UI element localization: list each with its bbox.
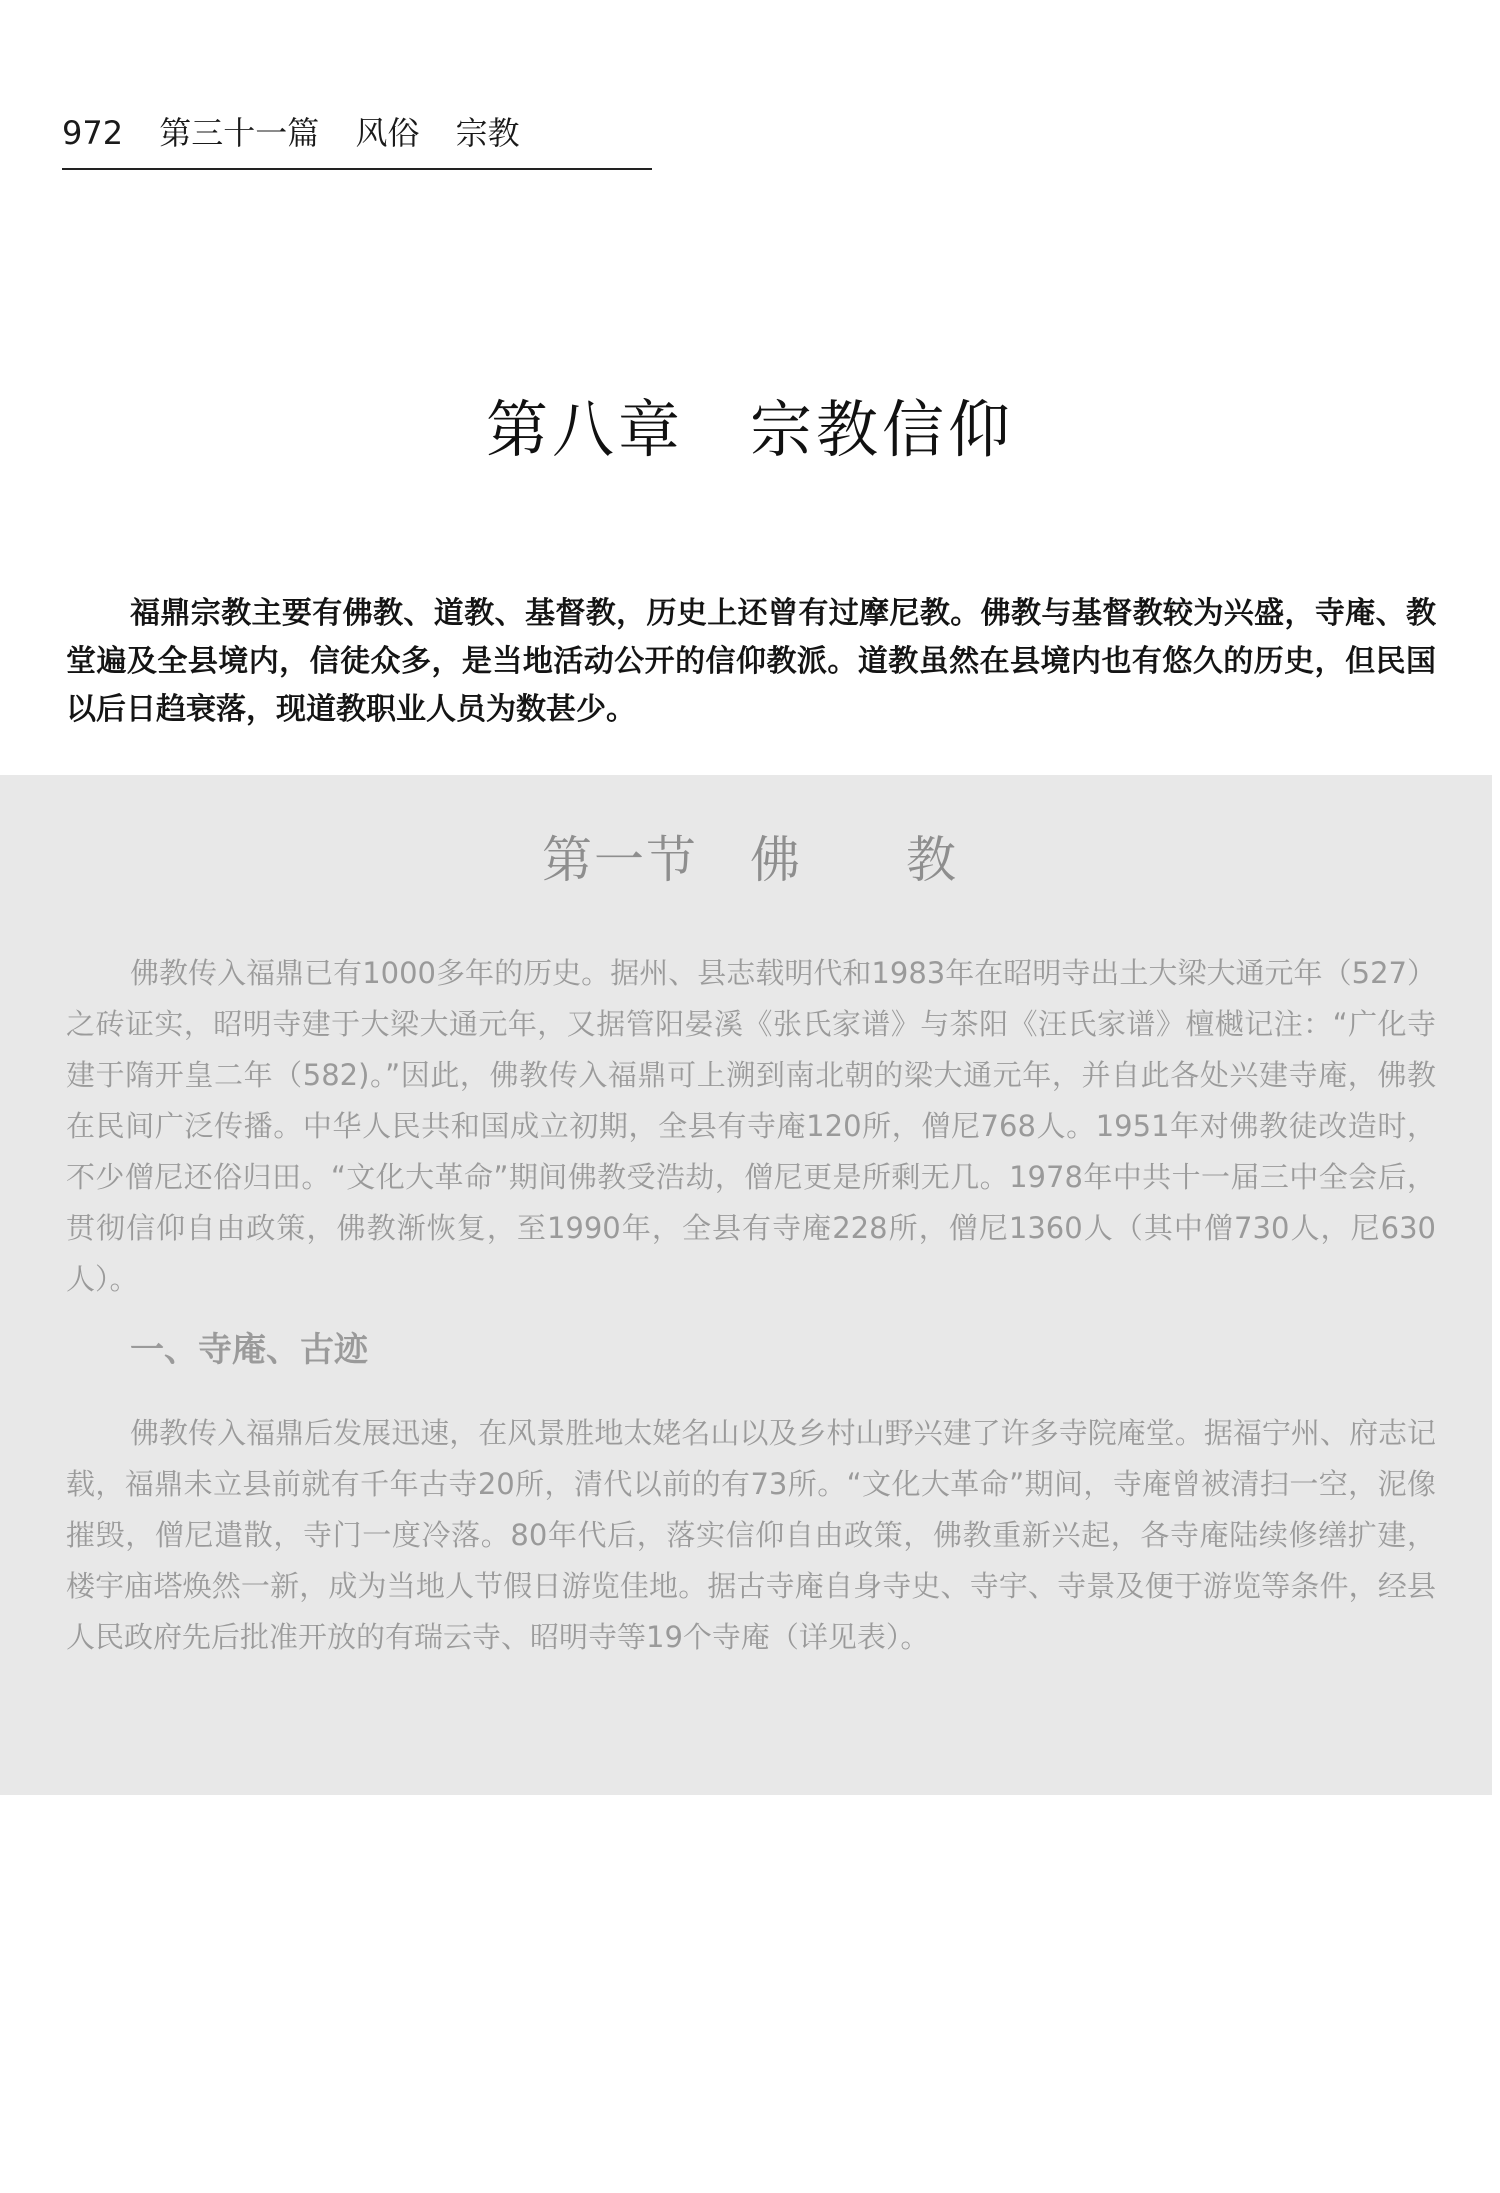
- subsection-label: 宗教: [455, 114, 520, 152]
- part-label: 第三十一篇: [159, 114, 320, 152]
- page-number: 972: [62, 114, 124, 152]
- intro-paragraph: 福鼎宗教主要有佛教、道教、基督教，历史上还曾有过摩尼教。佛教与基督教较为兴盛，寺庵、教堂遍及全县境内，信徒众多，是当地活动公开的信仰教派。道教虽然在县境内也有悠久的历史，但民国以后日趋衰落，现道教职业人员为数甚少。: [66, 596, 1436, 727]
- section-title: 第一节 佛 教: [542, 831, 958, 889]
- section-paragraph-1: 佛教传入福鼎已有1000多年的历史。据州、县志载明代和1983年在昭明寺出土大梁大通元年（527）之砖证实，昭明寺建于大梁大通元年，又据管阳晏溪《张氏家谱》与茶阳《汪氏家谱》檀樾记注：“广化寺建于隋开皇二年（582)。”因此，佛教传入福鼎可上溯到南北朝的梁大通元年，并自此各处兴建寺庵，佛教在民间广泛传播。中华人民共和国成立初期，全县有寺庵120所，僧尼768人。1951年对佛教徒改造时，不少僧尼还俗归田。“文化大革命”期间佛教受浩劫，僧尼更是所剩无几。1978年中共十一届三中全会后，贯彻信仰自由政策，佛教渐恢复，至1990年，全县有寺庵228所，僧尼1360人（其中僧730人，尼630人）。: [66, 956, 1436, 1296]
- subheading: 一、寺庵、古迹: [130, 1330, 368, 1370]
- running-header: [62, 108, 652, 170]
- section-paragraph-2: 佛教传入福鼎后发展迅速，在风景胜地太姥名山以及乡村山野兴建了许多寺院庵堂。据福宁州、府志记载，福鼎未立县前就有千年古寺20所，清代以前的有73所。“文化大革命”期间，寺庵曾被清扫一空，泥像摧毁，僧尼遣散，寺门一度冷落。80年代后，落实信仰自由政策，佛教重新兴起，各寺庵陆续修缮扩建，楼宇庙塔焕然一新，成为当地人节假日游览佳地。据古寺庵自身寺史、寺宇、寺景及便于游览等条件，经县人民政府先后批准开放的有瑞云寺、昭明寺等19个寺庵（详见表）。: [66, 1416, 1436, 1654]
- chapter-title: 第八章 宗教信仰: [485, 393, 1014, 466]
- section-label: 风俗: [355, 114, 420, 152]
